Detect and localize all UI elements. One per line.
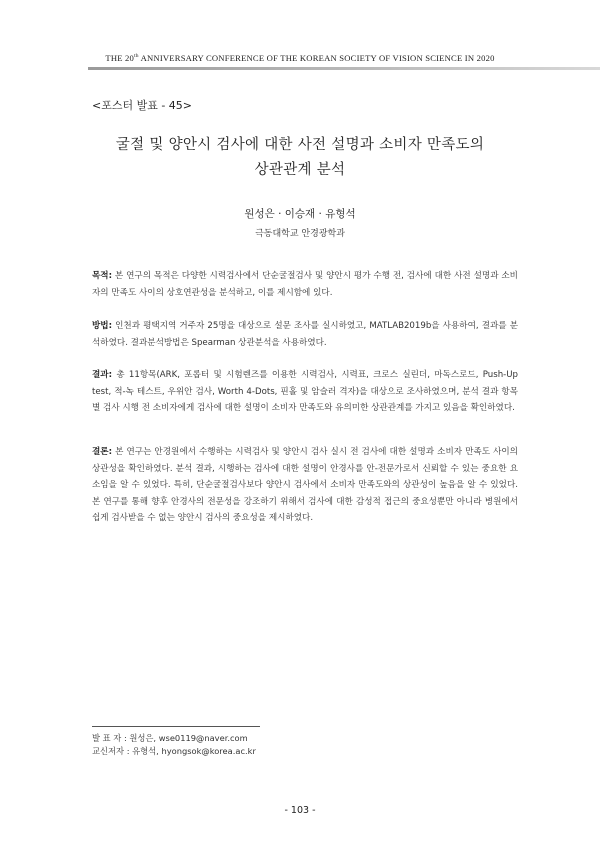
authors: 원성은 · 이승재 · 유형석 [244,208,356,220]
poster-label: <포스터 발표 - 45> [92,99,193,112]
section-text: 총 11항목(ARK, 포롭터 및 시험렌즈를 이용한 시력검사, 시력표, 크로스 실린더, 마독스로드, Push-Up test, 적-녹 테스트, 우위안 검사, Worth 4-Dots, 핀홀 및 암슬러 격자)을 대상으로 조사하였으며, 분석 결과 항목별 검사 시행 전 소비자에게 검사에 대한 설명이 소비자 만족도와 유의미한 상관관계를 가지고 있음을 확인하였다. [92,370,518,414]
section-result [92,367,518,417]
section-conclusion [92,444,518,527]
header-text: THE 20 [105,53,135,63]
footnote-corresponding: 교신저자 : 유형석, hyongsok@korea.ac.kr [92,746,256,756]
footnote-presenter: 발 표 자 : 원성은, wse0119@naver.com [92,733,248,743]
title-line-2: 상관관계 분석 [254,162,346,178]
paper-title [60,133,540,183]
page-number: - 103 - [284,805,316,816]
section-text: 인천과 평택지역 거주자 25명을 대상으로 설문 조사를 실시하였고, MATLAB2019b을 사용하여, 결과를 분석하였다. 결과분석방법은 Spearman 상관분석을 사용하였다. [92,321,518,348]
section-heading: 결과: [92,370,113,380]
footnote-rule [92,726,260,727]
header-superscript: th [134,53,139,60]
section-text: 본 연구의 목적은 다양한 시력검사에서 단순굴절검사 및 양안시 평가 수행 전, 검사에 대한 사전 설명과 소비자의 만족도 사이의 상호연관성을 분석하고, 이를 제시함에 있다. [92,271,518,298]
section-heading: 결론: [92,447,113,457]
header-text-rest: ANNIVERSARY CONFERENCE OF THE KOREAN SOCIETY OF VISION SCIENCE IN 2020 [138,53,495,63]
header-rule [88,67,600,70]
section-purpose [92,268,518,301]
section-method [92,318,518,351]
section-heading: 방법: [92,321,113,331]
section-text: 본 연구는 안경원에서 수행하는 시력검사 및 양안시 검사 실시 전 검사에 대한 설명과 소비자 만족도 사이의 상관성을 확인하였다. 분석 결과, 시행하는 검사에 대한 설명이 안경사를 안-전문가로서 신뢰할 수 있는 중요한 요소임을 알 수 있었다. 특히, 단순굴절검사보다 양안시 검사에서 소비자 만족도와의 상관성이 높음을 알 수 있었다. 본 연구를 통해 향후 안경사의 전문성을 강조하기 위해서 검사에 대한 감성적 접근의 중요성뿐만 아니라 병원에서 쉽게 검사받을 수 없는 양안시 검사의 중요성을 제시하였다. [92,447,518,524]
affiliation: 극동대학교 안경광학과 [255,229,345,239]
title-line-1: 굴절 및 양안시 검사에 대한 사전 설명과 소비자 만족도의 [115,137,485,153]
conference-header [0,53,600,63]
section-heading: 목적: [92,271,113,281]
